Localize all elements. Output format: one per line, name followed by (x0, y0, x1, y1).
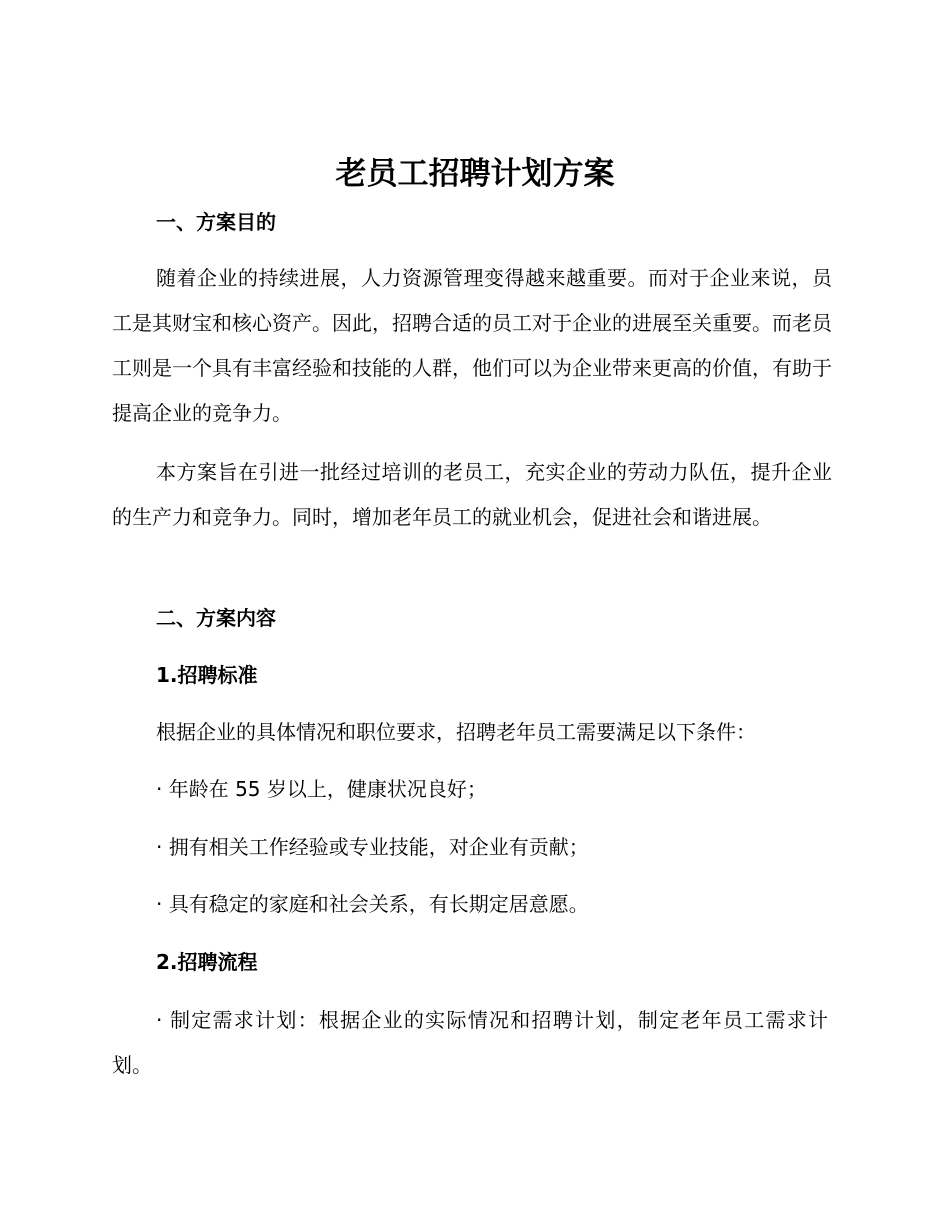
document-title: 老员工招聘计划方案 (335, 156, 615, 192)
criteria-intro: 根据企业的具体情况和职位要求，招聘老年员工需要满足以下条件： (156, 720, 756, 744)
criteria-item-experience: · 拥有相关工作经验或专业技能，对企业有贡献； (156, 835, 589, 859)
paragraph-purpose-2: 本方案旨在引进一批经过培训的老员工，充实企业的劳动力队伍，提升企业的生产力和竞争力。同时，增加老年员工的就业机会，促进社会和谐进展。 (112, 460, 832, 529)
process-item-plan: · 制定需求计划：根据企业的实际情况和招聘计划，制定老年员工需求计划。 (112, 1008, 828, 1077)
section-heading-purpose: 一、方案目的 (156, 210, 276, 234)
section-heading-content: 二、方案内容 (156, 606, 276, 630)
subsection-heading-criteria: 1.招聘标准 (156, 663, 258, 687)
paragraph-purpose-1: 随着企业的持续进展，人力资源管理变得越来越重要。而对于企业来说，员工是其财宝和核心资产。因此，招聘合适的员工对于企业的进展至关重要。而老员工则是一个具有丰富经验和技能的人群，他们可以为企业带来更高的价值，有助于提高企业的竞争力。 (112, 266, 832, 425)
subsection-heading-process: 2.招聘流程 (156, 950, 258, 974)
criteria-item-age: · 年龄在 55 岁以上，健康状况良好； (156, 777, 487, 801)
criteria-item-stability: · 具有稳定的家庭和社会关系，有长期定居意愿。 (156, 892, 589, 916)
